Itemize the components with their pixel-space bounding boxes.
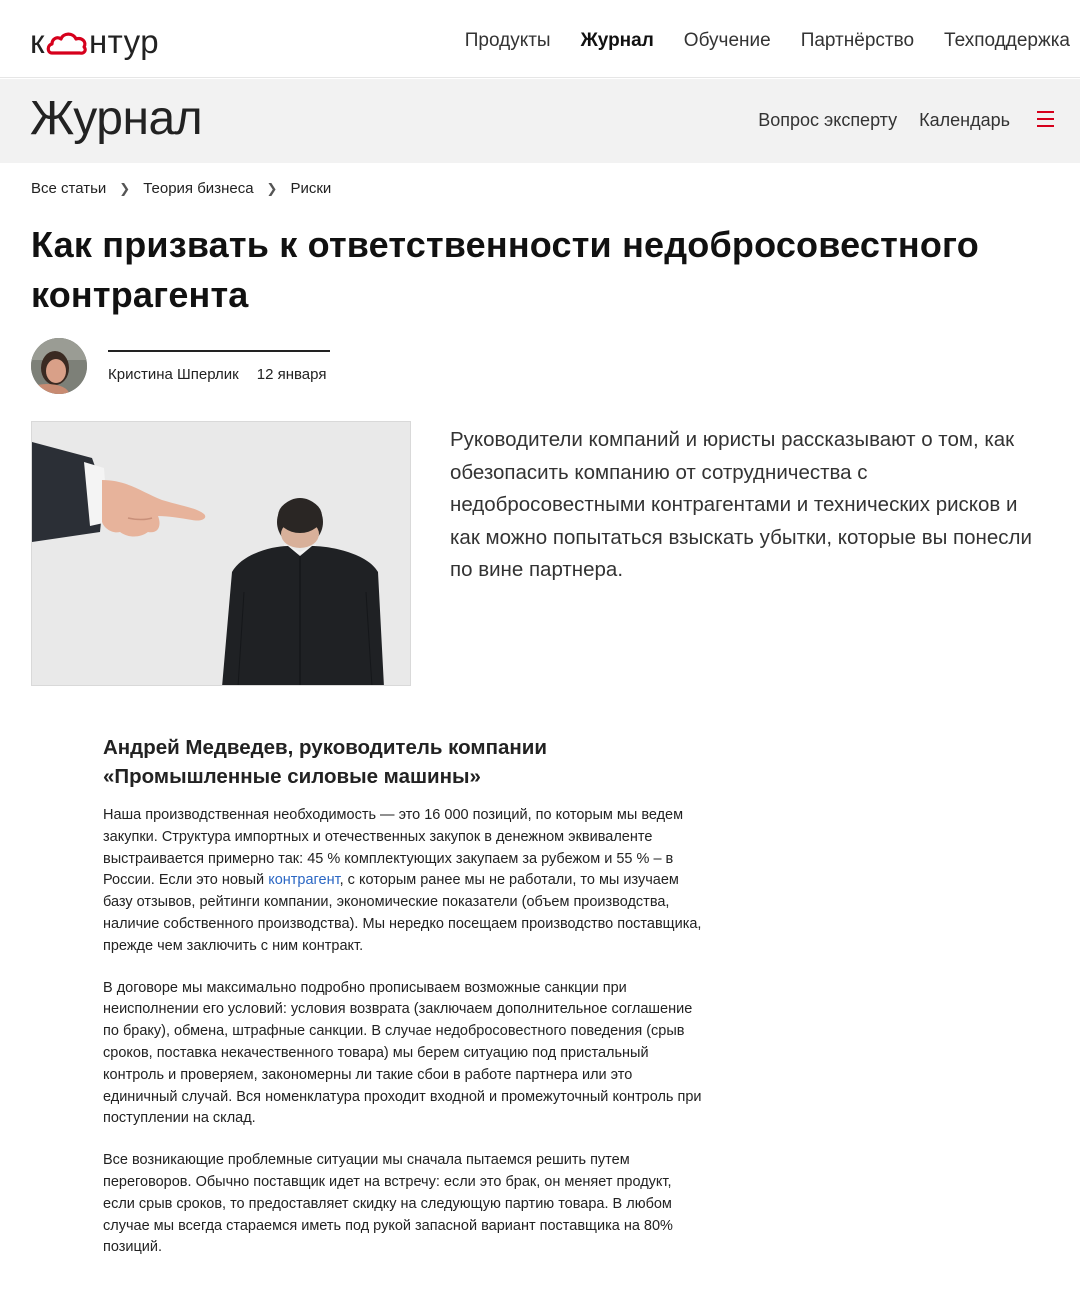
top-navigation [0,0,1080,78]
paragraph-1-text-end: , с которым ранее мы не работали, то мы изучаем базу отзывов, рейтинги компании, экономические показатели (объем производства, наличие собственного производства). Мы нередко посещаем производство поставщика, прежде чем заключить с ним контракт. [103,872,702,954]
author-divider [108,350,330,352]
journal-menu [758,110,1010,131]
calendar-link[interactable]: Календарь [919,110,1010,130]
nav-partnership[interactable]: Партнёрство [800,30,915,51]
author-avatar[interactable] [31,338,87,394]
expert-company: «Промышленные силовые машины» [103,765,481,788]
menu-icon[interactable] [1037,111,1054,127]
paragraph-1 [103,805,703,958]
logo-text-suffix: нтур [88,23,160,60]
hero-image [31,421,411,686]
article-title: Как призвать к ответственности недобросовестного контрагента [31,224,979,315]
publish-date: 12 января [256,366,327,383]
chevron-right-icon: ❯ [119,180,131,196]
journal-header [0,79,1080,163]
breadcrumb-all-articles[interactable]: Все статьи [31,180,107,197]
breadcrumb-risks[interactable]: Риски [290,180,332,197]
article-lead: Руководители компаний и юристы рассказывают о том, как обезопасить компанию от сотрудничества с недобросовестными контрагентами и технических рисков и как можно попытаться взыскать убытки, которые вы понесли по вине партнера. [450,428,1032,581]
breadcrumb-business-theory[interactable]: Теория бизнеса [143,180,254,197]
expert-heading [103,733,703,791]
nav-products[interactable]: Продукты [464,30,551,51]
ask-expert-link[interactable]: Вопрос эксперту [758,110,898,130]
expert-text [103,805,703,1279]
kontur-logo[interactable] [30,22,159,62]
paragraph-3: Все возникающие проблемные ситуации мы сначала пытаемся решить путем переговоров. Обычно поставщик идет на встречу: если это брак, он меняет продукт, если срыв сроков, то предоставляет скидку на следующую партию товара. В любом случае мы всегда стараемся иметь под рукой запасной вариант поставщика на 80% позиций. [103,1152,673,1256]
journal-title[interactable]: Журнал [30,92,203,145]
chevron-right-icon: ❯ [266,180,278,196]
logo-text-prefix: к [30,23,45,60]
nav-support[interactable]: Техподдержка [944,30,1070,51]
main-menu [465,30,1070,52]
counterparty-link[interactable]: контрагент [268,872,340,889]
expert-name-role: Андрей Медведев, руководитель компании [103,736,547,759]
author-name[interactable]: Кристина Шперлик [108,366,239,383]
nav-education[interactable]: Обучение [683,30,771,51]
nav-journal[interactable]: Журнал [580,30,654,51]
cloud-logo-icon [46,27,88,53]
paragraph-1-text-start: Наша производственная необходимость — это 16 000 позиций, по которым мы ведем закупки. Структура импортных и отечественных закупок в денежном эквиваленте выстраивается примерно так: 45 % комплектующих закупаем за рубежом и 55 % – в России. Если это новый [103,807,684,889]
author-meta [108,366,326,383]
breadcrumb [31,180,331,197]
paragraph-2: В договоре мы максимально подробно прописываем возможные санкции при неисполнении его условий: условия возврата (заключаем дополнительное соглашение по браку), обмена, штрафные санкции. В случае недобросовестного поведения (срыв сроков, поставка некачественного товара) мы берем ситуацию под пристальный контроль и проверяем, закономерны ли такие сбои в работе партнера или это единичный случай. Вся номенклатура проходит входной и промежуточный контроль при поступлении на склад. [103,979,702,1127]
